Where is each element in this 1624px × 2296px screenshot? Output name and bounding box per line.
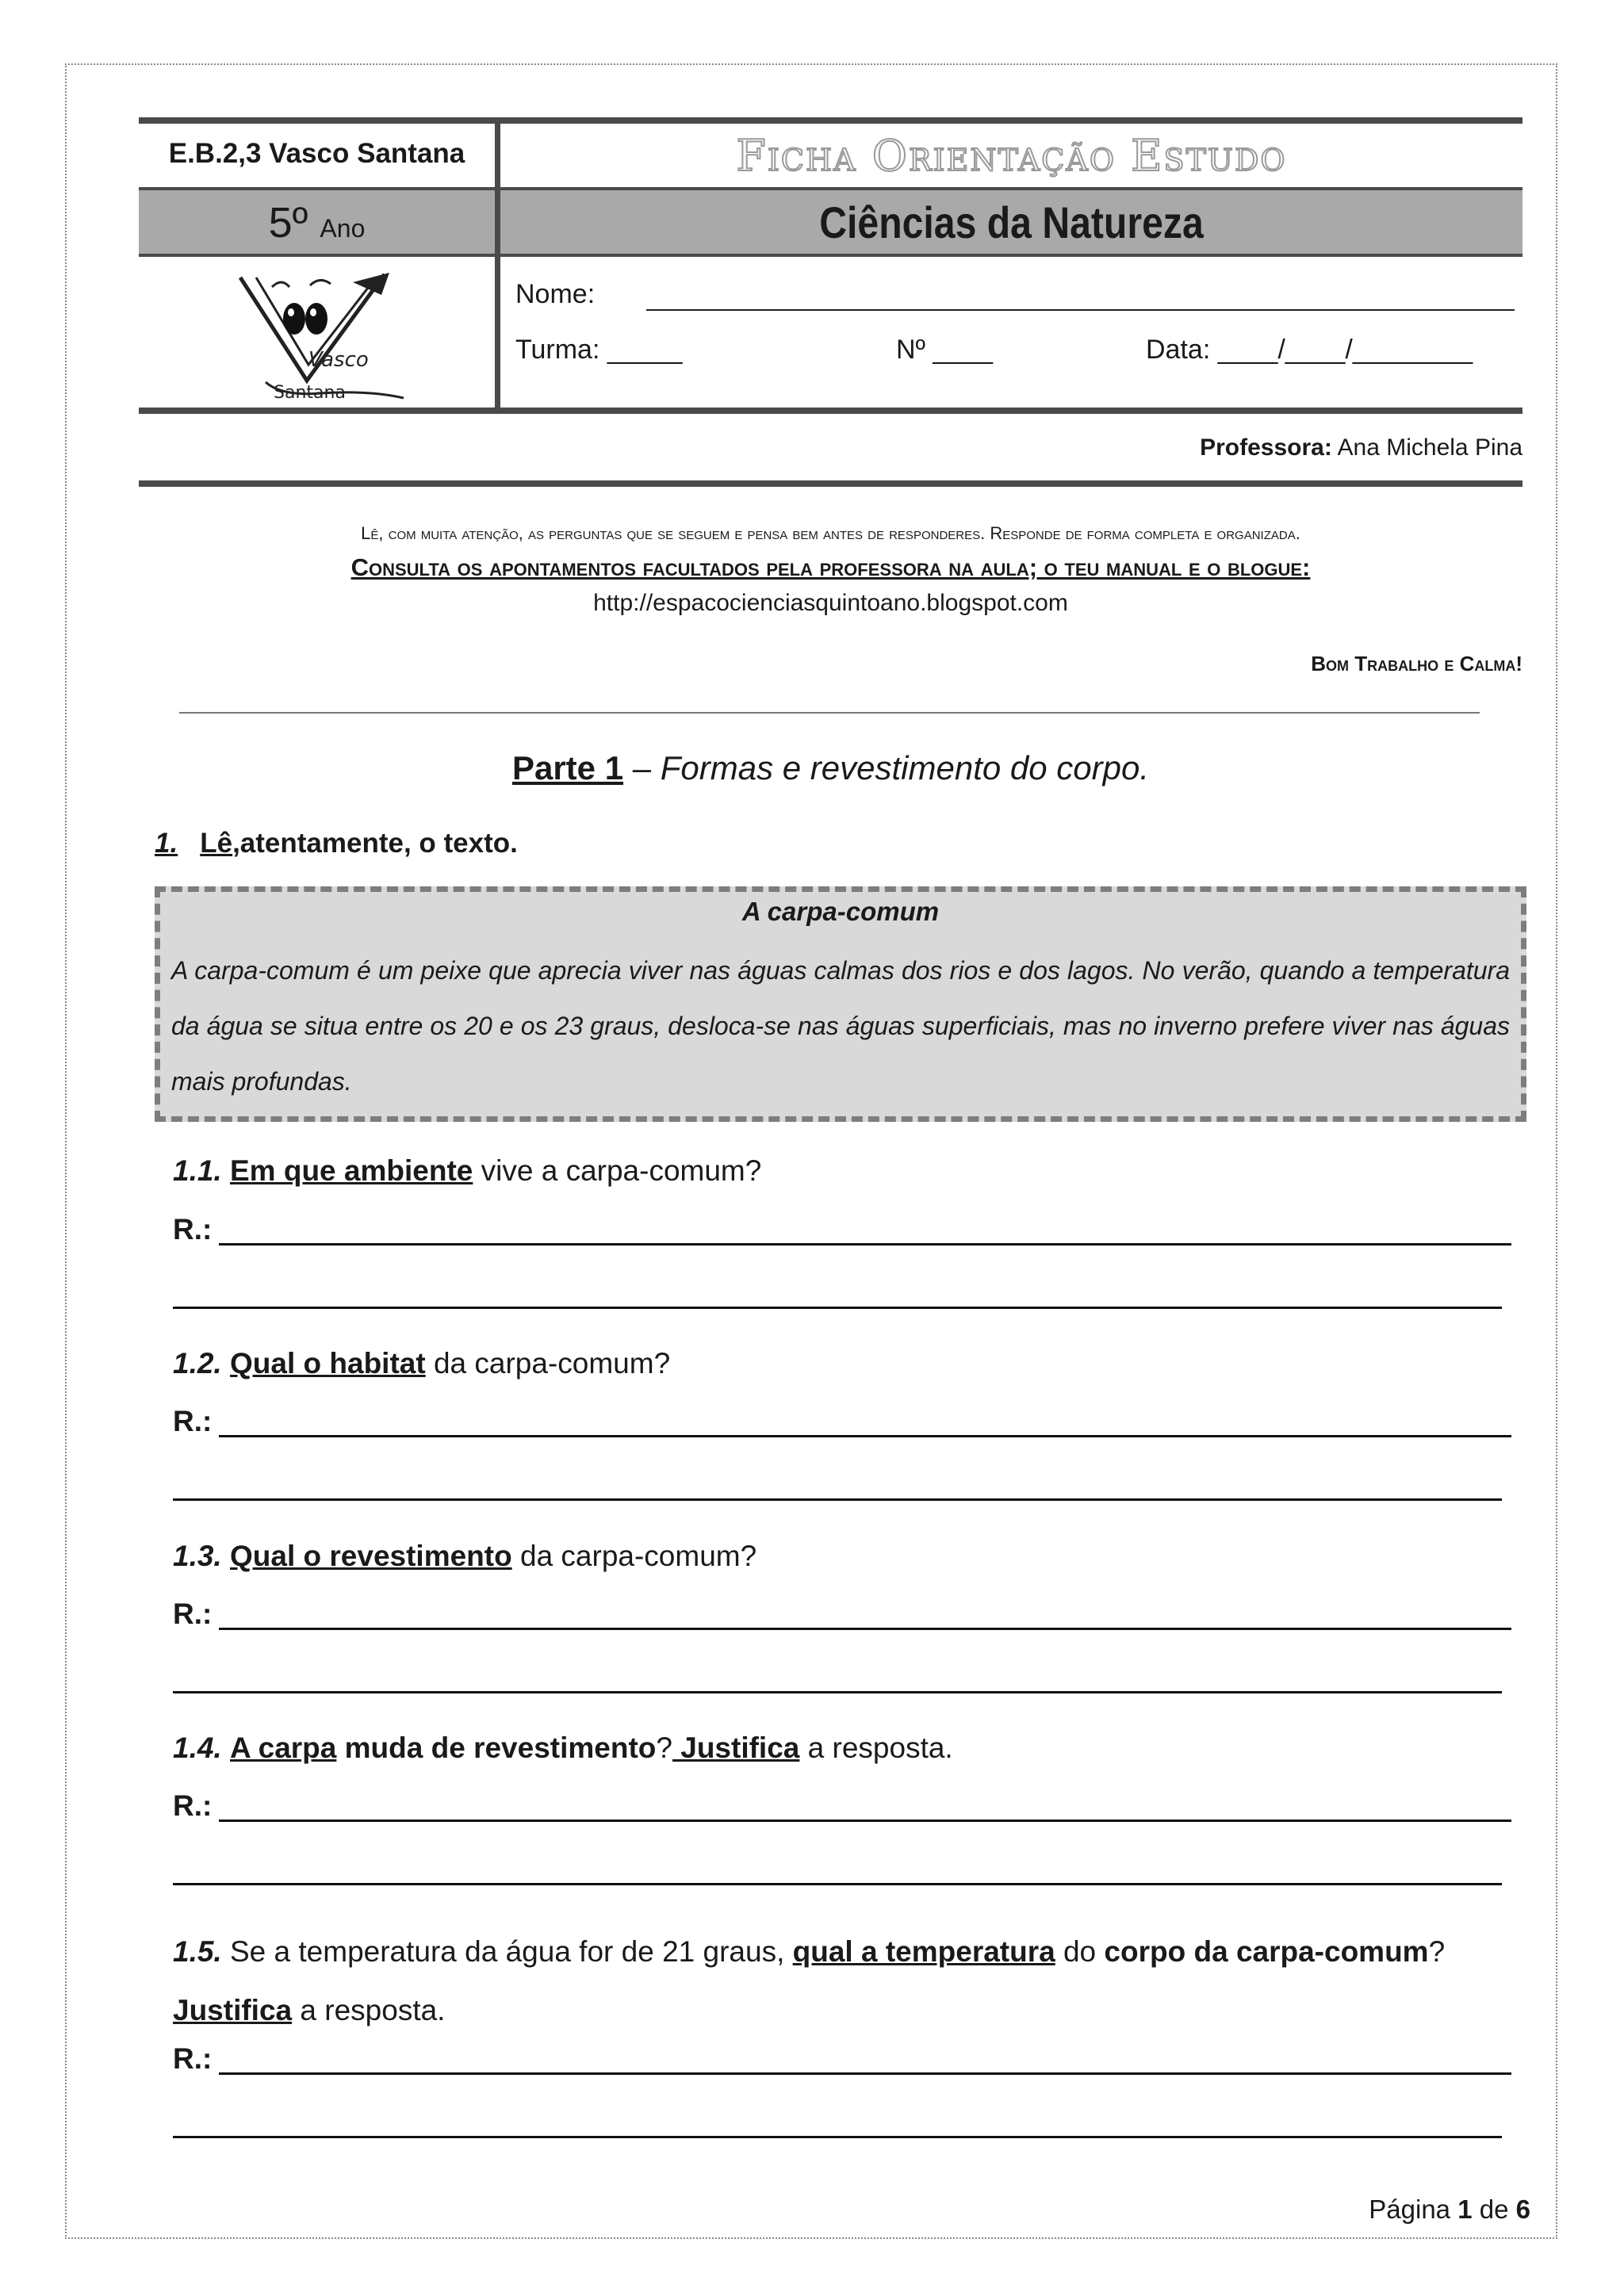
question-keyword: Justifica [672,1732,800,1764]
school-name: E.B.2,3 Vasco Santana [168,138,465,169]
header-rule-4 [139,408,1522,414]
answer-line[interactable] [173,1307,1502,1309]
question-text: ? [656,1732,672,1764]
reading-title: A carpa-comum [741,897,940,926]
grade-word: Ano [320,214,366,243]
question-number: 1.2. [173,1347,222,1380]
question-1-1 [173,1154,1509,1188]
question-keyword: qual a temperatura [792,1935,1055,1968]
question-keyword: Qual o habitat [230,1347,426,1380]
answer-label: R.: [173,1598,213,1630]
question-text: da carpa-comum? [425,1347,671,1380]
grade-label [139,198,495,247]
logo-text-bottom: Santana [274,383,346,403]
logo-text-top: Vasco [308,348,369,372]
answer-line[interactable] [219,2072,1511,2075]
answer-label: R.: [173,2042,213,2075]
of-word: de [1479,2195,1509,2224]
question-text: da carpa-comum? [511,1540,757,1572]
question-keyword: Em que ambiente [230,1154,473,1187]
question-1-verb: Lê [200,828,233,859]
reading-box [155,886,1526,1122]
part-label: Parte 1 [511,749,624,786]
answer-label: R.: [173,1213,213,1246]
page-total: 6 [1515,2195,1530,2224]
question-text: a resposta. [292,1994,446,2026]
answer-line[interactable] [173,2136,1502,2138]
question-keyword: corpo da carpa-comum [1104,1935,1429,1968]
answer-line[interactable] [219,1628,1511,1630]
question-text: Se a temperatura da água for de 21 graus, [221,1935,793,1968]
page-word: Página [1369,2195,1451,2224]
answer-line[interactable] [219,1820,1511,1822]
question-keyword: Qual o revestimento [230,1540,512,1572]
answer-label: R.: [173,1789,213,1822]
question-1-5 [173,1923,1509,2040]
instruction-line-1: Lê, com muita atenção, as perguntas que se seguem e pensa bem antes de responderes. Responde de forma completa e organizada. [361,523,1300,543]
question-text: do [1055,1935,1105,1968]
question-1-3 [173,1540,1509,1573]
page-footer [1369,2195,1530,2225]
answer-line[interactable] [219,1435,1511,1437]
question-1-2 [173,1347,1509,1380]
page-number: 1 [1457,2195,1473,2224]
answer-line[interactable] [173,1498,1502,1501]
question-number: 1.1. [173,1154,222,1187]
question-1-4 [173,1732,1509,1765]
subject-title: Ciências da Natureza [819,197,1204,247]
name-label: Nome: [515,279,596,309]
question-keyword: A carpa [230,1732,337,1764]
instruction-line-2: Consulta os apontamentos facultados pela professora na aula; o teu manual e o blogue: [350,553,1311,581]
header-top-rule [139,117,1522,124]
reading-body: A carpa-comum é um peixe que aprecia viver nas águas calmas dos rios e dos lagos. No verão, quando a temperatura da água se situa entre os 20 e os 23 graus, desloca-se nas águas superficiais, mas no inverno prefere viver nas águas mais profundas. [171,956,1510,1096]
answer-line[interactable] [173,1883,1502,1885]
separator [179,712,1480,714]
question-text: a resposta. [799,1732,953,1764]
header-bottom-rule [139,480,1522,487]
question-1-number: 1. [155,828,178,859]
school-logo-icon [234,263,416,406]
question-number: 1.4. [173,1732,222,1764]
school-logo [234,263,416,406]
answer-line[interactable] [173,1691,1502,1693]
question-number: 1.5. [173,1935,222,1968]
grade-number: 5º [268,199,308,247]
question-keyword: Justifica [173,1994,293,2026]
header-rule-2 [139,187,1522,190]
part-dash: – [632,749,652,786]
teacher-label: Professora: [1200,434,1332,461]
teacher-name: Ana Michela Pina [1337,434,1522,461]
question-keyword: muda de revestimento [336,1732,657,1764]
header-rule-3 [139,254,1522,257]
sheet-type-title: Ficha Orientação Estudo [736,131,1287,181]
part-subtitle: Formas e revestimento do corpo. [660,749,1150,786]
date-field[interactable]: Data: ____/____/________ [1146,335,1473,365]
number-field[interactable]: Nº ____ [896,335,994,365]
blog-url[interactable]: http://espacocienciasquintoano.blogspot.com [593,590,1068,616]
question-text: ? [1428,1935,1446,1968]
question-1 [155,828,518,859]
name-field[interactable] [646,309,1515,311]
class-field[interactable]: Turma: _____ [515,335,683,365]
teacher-line [1200,434,1522,461]
signoff: Bom Trabalho e Calma! [1311,652,1522,675]
answer-label: R.: [173,1405,213,1437]
question-text: vive a carpa-comum? [473,1154,762,1187]
question-number: 1.3. [173,1540,222,1572]
question-1-text: ,atentamente, o texto. [232,828,518,859]
answer-line[interactable] [219,1243,1511,1246]
part-title [139,749,1522,787]
header-vertical-rule [495,121,500,411]
